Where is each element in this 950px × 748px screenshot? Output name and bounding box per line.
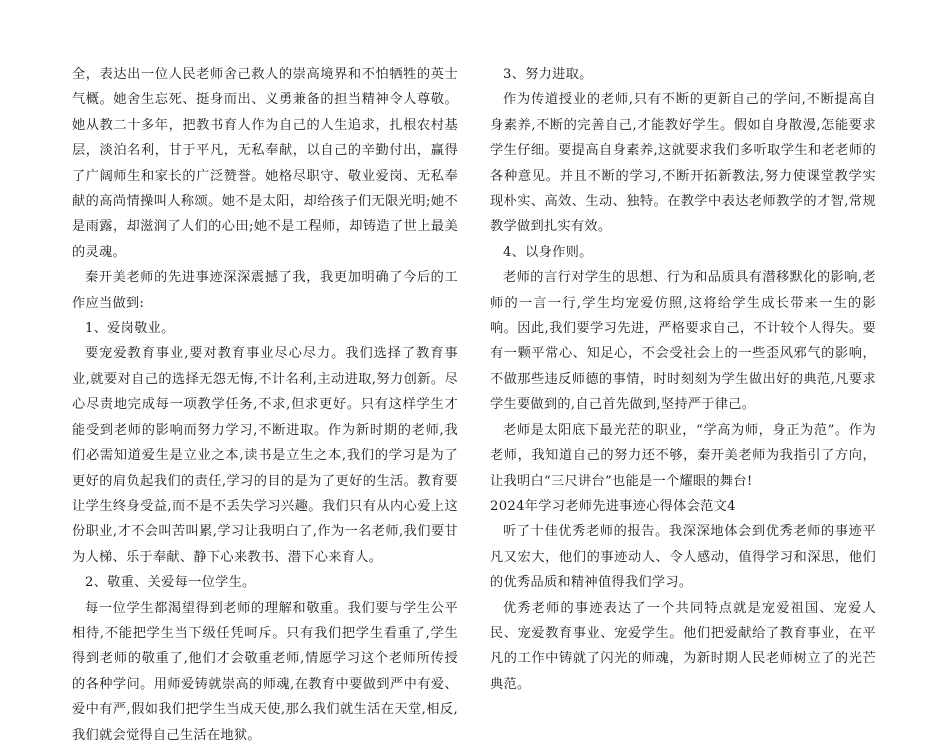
paragraph: 秦开美老师的先进事迹深深震撼了我，我更加明确了今后的工作应当做到: [72, 270, 458, 311]
paragraph: 优秀老师的事迹表达了一个共同特点就是宠爱祖国、宠爱人民、宠爱教育事业、宠爱学生。他们把爱献给了教育事业，在平凡的工作中铸就了闪光的师魂，为新时期人民老师树立了的光芒典范。 [490, 600, 876, 692]
paragraph: 作为传道授业的老师,只有不断的更新自己的学问,不断提高自身素养,不断的完善自己,才能教好学生。假如自身散漫,怎能要求学生仔细。要提高自身素养,这就要求我们多听取学生和老老师的各种意见。并且不断的学习,不断开拓新教法,努力使课堂教学实现朴实、高效、生动、独特。在教学中表达老师教学的才智,常规教学做到扎实有效。 [490, 92, 876, 235]
section-item-heading: 3、努力进取。 [503, 67, 593, 82]
right-column [490, 62, 876, 697]
article-heading: 2024年学习老师先进事迹心得体会范文4 [490, 498, 736, 514]
paragraph: 要宠爱教育事业,要对教育事业尽心尽力。我们选择了教育事业,就要对自己的选择无怨无悔,不计名利,主动进取,努力创新。尽心尽责地完成每一项教学任务,不求,但求更好。只有这样学生才能受到老师的影响而努力学习,不断进取。作为新时期的老师,我们必需知道爱生是立业之本,读书是立生之本,我们的学习是为了更好的肩负起我们的责任,学习的目的是为了更好的生活。教育要让学生终身受益,而不是不丢失学习兴趣。我们只有从内心爱上这份职业,才不会叫苦叫累,学习让我明白了,作为一名老师,我们要甘为人梯、乐于奉献、静下心来教书、潜下心来育人。 [72, 346, 458, 565]
paragraph: 每一位学生都渴望得到老师的理解和敬重。我们要与学生公平相待,不能把学生当下级任凭呵斥。只有我们把学生看重了,学生得到老师的敬重了,他们才会敬重老师,情愿学习这个老师所传授的各种学问。用师爱铸就崇高的师魂,在教育中要做到严中有爱、爱中有严,假如我们把学生当成天使,那么我们就生活在天堂,相反,我们就会觉得自己生活在地狱。 [72, 600, 458, 743]
section-item-heading: 4、以身作则。 [503, 244, 593, 260]
left-column [72, 62, 458, 748]
section-item-heading: 2、敬重、关爱每一位学生。 [85, 575, 256, 591]
paragraph: 老师是太阳底下最光茫的职业，“学高为师，身正为范”。作为老师，我知道自己的努力还不够，秦开美老师为我指引了方向，让我明白“三尺讲台”也能是一个耀眼的舞台! [490, 422, 876, 489]
section-item-heading: 1、爱岗敬业。 [85, 321, 175, 337]
paragraph: 全，表达出一位人民老师舍己救人的崇高境界和不怕牺牲的英士气概。她舍生忘死、挺身而出、义勇兼备的担当精神令人尊敬。她从教二十多年，把教书育人作为自己的人生追求，扎根农村基层，淡泊名利，甘于平凡，无私奉献，以自己的辛勤付出，赢得了广阔师生和家长的广泛赞誉。她格尽职守、敬业爱岗、无私奉献的高尚情操叫人称颂。她不是太阳，却给孩子们无限光明;她不是雨露，却滋润了人们的心田;她不是工程师，却铸造了世上最美的灵魂。 [72, 67, 458, 260]
paragraph: 听了十佳优秀老师的报告。我深深地体会到优秀老师的事迹平凡又宏大，他们的事迹动人、令人感动，值得学习和深思，他们的优秀品质和精神值得我们学习。 [490, 524, 876, 591]
paragraph: 老师的言行对学生的思想、行为和品质具有潜移默化的影响,老师的一言一行,学生均宠爱仿照,这将给学生成长带来一生的影响。因此,我们要学习先进，严格要求自己，不计较个人得失。要有一颗平常心、知足心，不会受社会上的一些歪风邪气的影响，不做那些违反师德的事情，时时刻刻为学生做出好的典范,凡要求学生要做到的,自己首先做到,坚持严于律己。 [490, 270, 876, 413]
